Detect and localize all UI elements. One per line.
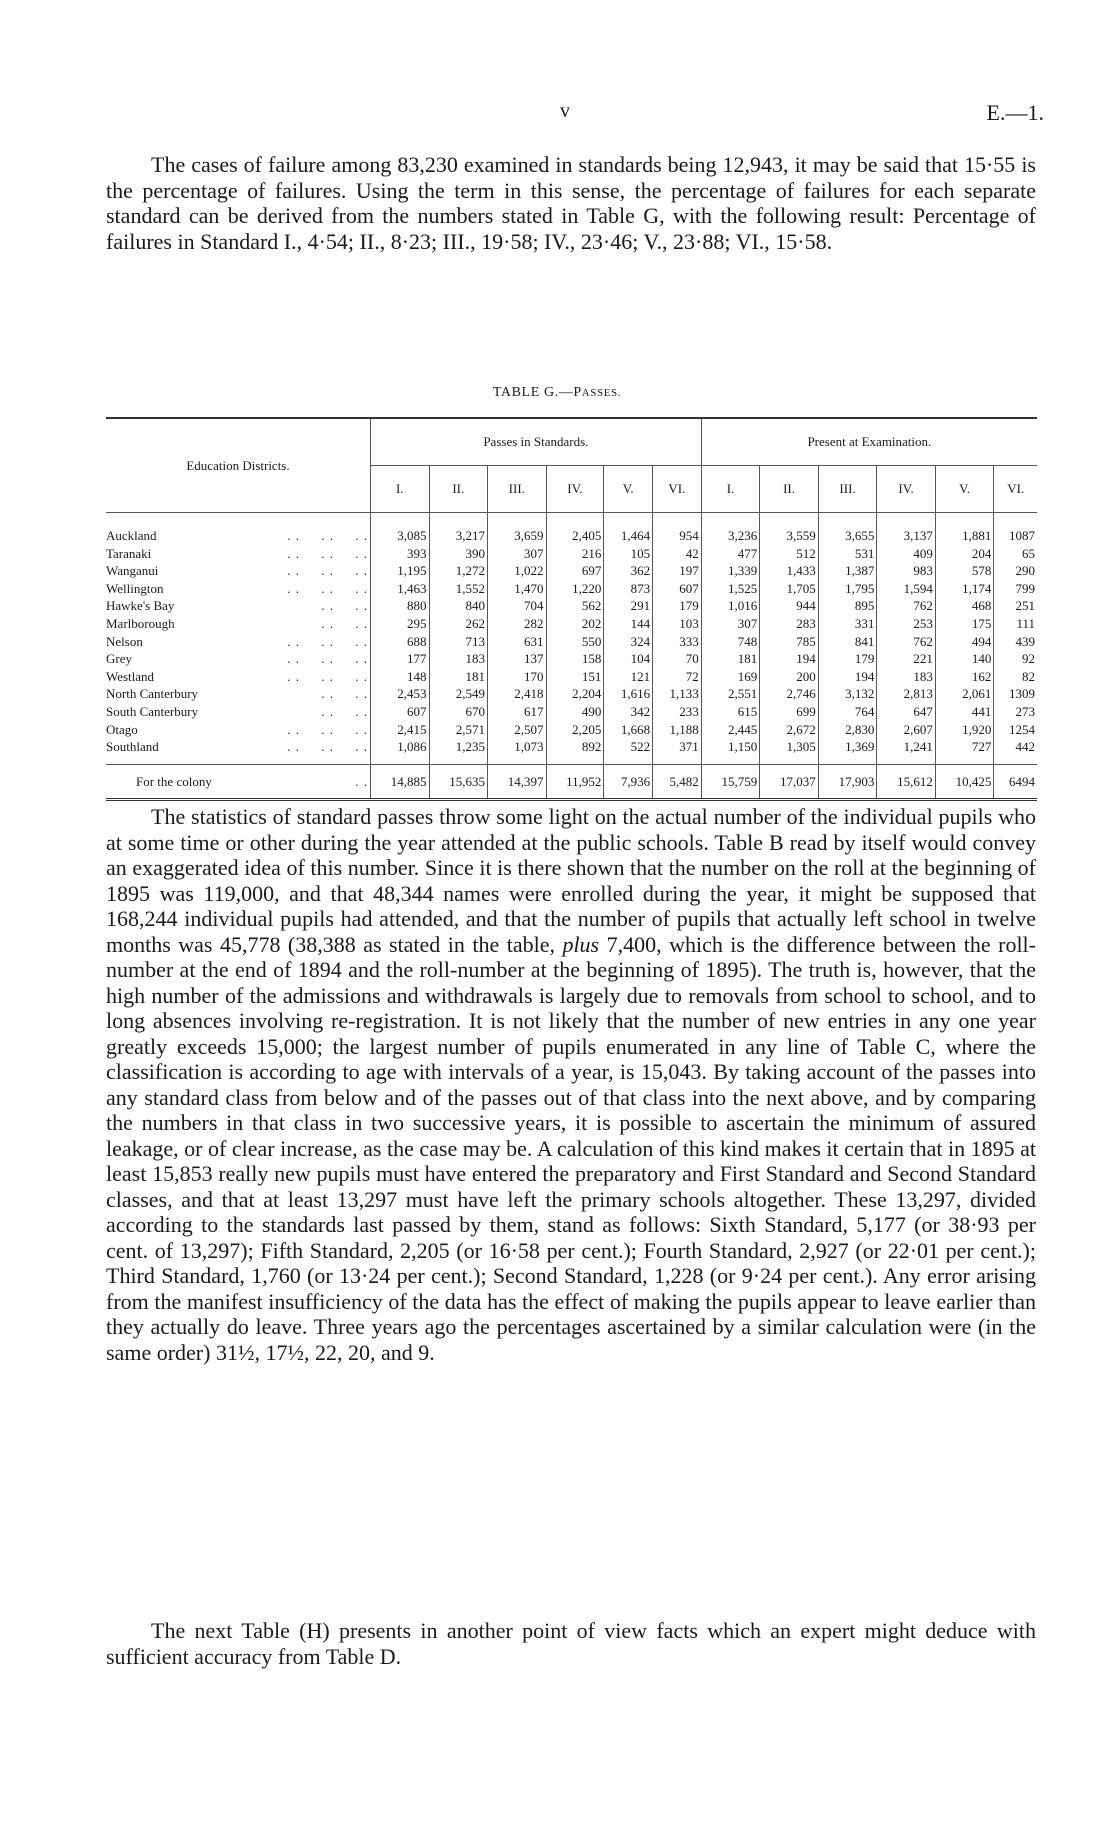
table-row	[106, 615, 1037, 633]
table-cell: 704	[488, 597, 547, 615]
paragraph-failure-percentages: The cases of failure among 83,230 examined in standards being 12,943, it may be said that 15·55 is the percentage of failures. Using the term in this sense, the percentage of failures for each separate standard can be derived from the numbers stated in Table G, with the following result: Percentage of failures in Standard I., 4·54; II., 8·23; III., 19·58; IV., 23·46; V., 23·88; VI., 15·58.	[106, 152, 1036, 254]
column-header-standard: II.	[760, 466, 819, 513]
table-cell: 82	[994, 668, 1037, 686]
table-row	[106, 738, 1037, 764]
district-name: Grey	[106, 651, 132, 667]
district-name: North Canterbury	[106, 686, 199, 702]
leader-dots: . . . . . .	[287, 545, 368, 561]
table-cell: 3,085	[371, 513, 430, 545]
table-cell: 873	[604, 580, 653, 598]
table-row	[106, 703, 1037, 721]
district-name-cell	[106, 545, 371, 563]
district-name-cell	[106, 633, 371, 651]
table-g-passes	[106, 417, 1037, 801]
total-cell: 15,635	[429, 764, 488, 800]
table-cell: 331	[818, 615, 877, 633]
paragraph-part-2: 7,400, which is the difference between the roll-number at the end of 1894 and the roll-number at the beginning of 1895). The truth is, however, that the high number of the admissions and withdrawals is largely due to removals from school to school, and to long absences involving re-registration. It is not likely that the number of new entries in any one year greatly exceeds 15,000; the largest number of pupils enumerated in any line of Table C, where the classification is according to age with intervals of a year, is 15,043. By taking account of the passes into any standard class from below and of the passes out of that class into the next above, and by comparing the numbers in that class in two successive years, it is possible to ascertain the minimum of assured leakage, or of clear increase, as the case may be. A calculation of this kind makes it certain that in 1895 at least 15,853 really new pupils must have entered the preparatory and First Standard and Second Standard classes, and that at least 13,297 must have left the primary schools altogether. These 13,297, divided according to the standards last passed by them, stand as follows: Sixth Standard, 5,177 (or 38·93 per cent. of 13,297); Fifth Standard, 2,205 (or 16·58 per cent.); Fourth Standard, 2,927 (or 22·01 per cent.); Third Standard, 1,760 (or 13·24 per cent.); Second Standard, 1,228 (or 9·24 per cent.). Any error arising from the manifest insufficiency of the data has the effect of making the pupils appear to leave earlier than they actually do leave. Three years ago the percentages ascertained by a similar calculation were (in the same order) 31½, 17½, 22, 20, and 9.	[106, 931, 1036, 1365]
table-cell: 3,655	[818, 513, 877, 545]
table-cell: 2,672	[760, 721, 819, 739]
table-cell: 179	[653, 597, 702, 615]
table-cell: 880	[371, 597, 430, 615]
table-cell: 615	[701, 703, 760, 721]
table-cell: 892	[546, 738, 604, 764]
table-cell: 291	[604, 597, 653, 615]
table-cell: 177	[371, 650, 430, 668]
table-cell: 631	[488, 633, 547, 651]
document-reference: E.—1.	[986, 100, 1044, 125]
table-row	[106, 513, 1037, 545]
table-cell: 1,920	[935, 721, 994, 739]
table-cell: 1,086	[371, 738, 430, 764]
table-cell: 2,204	[546, 685, 604, 703]
table-cell: 92	[994, 650, 1037, 668]
district-name-cell	[106, 513, 371, 545]
table-cell: 202	[546, 615, 604, 633]
table-cell: 688	[371, 633, 430, 651]
column-header-standard: V.	[935, 466, 994, 513]
column-header-districts: Education Districts.	[106, 418, 371, 513]
table-row	[106, 633, 1037, 651]
table-cell: 490	[546, 703, 604, 721]
table-cell: 170	[488, 668, 547, 686]
table-cell: 1,616	[604, 685, 653, 703]
table-cell: 104	[604, 650, 653, 668]
table-cell: 441	[935, 703, 994, 721]
table-cell: 954	[653, 513, 702, 545]
table-cell: 1,470	[488, 580, 547, 598]
table-cell: 409	[877, 545, 936, 563]
leader-dots: . . . . . .	[287, 580, 368, 596]
table-cell: 762	[877, 633, 936, 651]
table-cell: 785	[760, 633, 819, 651]
table-cell: 181	[429, 668, 488, 686]
table-cell: 1,188	[653, 721, 702, 739]
table-cell: 1,525	[701, 580, 760, 598]
table-cell: 3,236	[701, 513, 760, 545]
table-cell: 1,073	[488, 738, 547, 764]
table-cell: 550	[546, 633, 604, 651]
total-row	[106, 764, 1037, 800]
table-cell: 1,387	[818, 562, 877, 580]
table-cell: 197	[653, 562, 702, 580]
district-name: Wellington	[106, 580, 164, 596]
table-cell: 578	[935, 562, 994, 580]
column-header-standard: VI.	[653, 466, 702, 513]
table-cell: 103	[653, 615, 702, 633]
paragraph-standard-passes	[106, 804, 1036, 1365]
leader-dots: . . . . . .	[287, 651, 368, 667]
table-cell: 1,594	[877, 580, 936, 598]
table-cell: 1,305	[760, 738, 819, 764]
district-name: Taranaki	[106, 545, 152, 561]
district-name: Nelson	[106, 633, 143, 649]
table-cell: 169	[701, 668, 760, 686]
table-cell: 324	[604, 633, 653, 651]
table-cell: 2,061	[935, 685, 994, 703]
table-cell: 194	[818, 668, 877, 686]
table-cell: 1,022	[488, 562, 547, 580]
table-row	[106, 721, 1037, 739]
table-row	[106, 580, 1037, 598]
table-cell: 983	[877, 562, 936, 580]
table-cell: 840	[429, 597, 488, 615]
table-cell: 70	[653, 650, 702, 668]
district-name: Otago	[106, 721, 138, 737]
table-row	[106, 668, 1037, 686]
table-cell: 72	[653, 668, 702, 686]
table-cell: 2,415	[371, 721, 430, 739]
table-cell: 1,464	[604, 513, 653, 545]
leader-dots: . . . . . .	[287, 721, 368, 737]
table-cell: 295	[371, 615, 430, 633]
table-cell: 273	[994, 703, 1037, 721]
table-cell: 175	[935, 615, 994, 633]
table-cell: 216	[546, 545, 604, 563]
table-cell: 727	[935, 738, 994, 764]
table-cell: 1,705	[760, 580, 819, 598]
table-cell: 307	[701, 615, 760, 633]
table-cell: 748	[701, 633, 760, 651]
district-name-cell	[106, 615, 371, 633]
table-cell: 713	[429, 633, 488, 651]
table-row	[106, 597, 1037, 615]
column-header-standard: I.	[701, 466, 760, 513]
table-cell: 144	[604, 615, 653, 633]
total-cell: 6494	[994, 764, 1037, 800]
paragraph-next-table: The next Table (H) presents in another point of view facts which an expert might deduce with sufficient accuracy from Table D.	[106, 1618, 1036, 1669]
leader-dots: . . . .	[321, 615, 368, 631]
table-cell: 607	[371, 703, 430, 721]
table-cell: 371	[653, 738, 702, 764]
total-cell: 17,903	[818, 764, 877, 800]
district-name-cell	[106, 685, 371, 703]
table-cell: 221	[877, 650, 936, 668]
table-cell: 1,433	[760, 562, 819, 580]
table-cell: 1254	[994, 721, 1037, 739]
table-cell: 1309	[994, 685, 1037, 703]
table-cell: 1,881	[935, 513, 994, 545]
table-cell: 290	[994, 562, 1037, 580]
district-name-cell	[106, 597, 371, 615]
leader-dots: . . . .	[321, 686, 368, 702]
leader-dots: . . . . . .	[287, 528, 368, 543]
paragraph-italic-word: plus	[562, 931, 600, 957]
table-cell: 512	[760, 545, 819, 563]
table-cell: 3,132	[818, 685, 877, 703]
column-group-present: Present at Examination.	[701, 418, 1037, 466]
table-cell: 522	[604, 738, 653, 764]
paragraph-part-1: The statistics of standard passes throw some light on the actual number of the individual pupils who at some time or other during the year attended at the public schools. Table B read by itself would convey an exaggerated idea of this number. Since it is there shown that the number on the roll at the beginning of 1895 was 119,000, and that 48,344 names were enrolled during the year, it might be supposed that 168,244 individual pupils had attended, and that the number of pupils that actually left school in twelve months was 45,778 (38,388 as stated in the table,	[106, 804, 1036, 957]
table-cell: 162	[935, 668, 994, 686]
table-cell: 2,205	[546, 721, 604, 739]
table-cell: 194	[760, 650, 819, 668]
district-name: Hawke's Bay	[106, 598, 175, 614]
table-cell: 233	[653, 703, 702, 721]
column-header-standard: III.	[488, 466, 547, 513]
column-header-standard: VI.	[994, 466, 1037, 513]
table-cell: 697	[546, 562, 604, 580]
table-row	[106, 545, 1037, 563]
table-cell: 1,552	[429, 580, 488, 598]
table-cell: 841	[818, 633, 877, 651]
table-cell: 2,571	[429, 721, 488, 739]
table-cell: 764	[818, 703, 877, 721]
table-cell: 3,137	[877, 513, 936, 545]
district-name-cell	[106, 703, 371, 721]
table-cell: 699	[760, 703, 819, 721]
total-cell: 7,936	[604, 764, 653, 800]
table-cell: 895	[818, 597, 877, 615]
table-cell: 1,795	[818, 580, 877, 598]
total-cell: 14,885	[371, 764, 430, 800]
district-name: South Canterbury	[106, 703, 199, 719]
column-group-passes: Passes in Standards.	[371, 418, 702, 466]
table-cell: 762	[877, 597, 936, 615]
total-cell: 15,759	[701, 764, 760, 800]
leader-dots: . . . .	[321, 598, 368, 614]
district-name: Marlborough	[106, 615, 175, 631]
page-number: v	[560, 100, 570, 122]
table-cell: 179	[818, 650, 877, 668]
district-name: Auckland	[106, 528, 157, 543]
table-cell: 121	[604, 668, 653, 686]
table-cell: 2,405	[546, 513, 604, 545]
table-cell: 42	[653, 545, 702, 563]
table-cell: 1,339	[701, 562, 760, 580]
district-name-cell	[106, 738, 371, 764]
leader-dots: . . . . . .	[287, 668, 368, 684]
leader-dots: . . . .	[321, 703, 368, 719]
table-cell: 1,133	[653, 685, 702, 703]
total-cell: 10,425	[935, 764, 994, 800]
total-label: For the colony	[136, 773, 212, 789]
table-cell: 200	[760, 668, 819, 686]
table-cell: 1,272	[429, 562, 488, 580]
table-cell: 1087	[994, 513, 1037, 545]
district-name-cell	[106, 721, 371, 739]
table-cell: 1,174	[935, 580, 994, 598]
leader-dots: . . . . . .	[287, 633, 368, 649]
table-cell: 390	[429, 545, 488, 563]
table-cell: 2,551	[701, 685, 760, 703]
table-cell: 2,418	[488, 685, 547, 703]
table-cell: 262	[429, 615, 488, 633]
table-cell: 3,659	[488, 513, 547, 545]
table-cell: 2,746	[760, 685, 819, 703]
table-title-smallcaps: ASSES.	[581, 387, 622, 399]
district-name-cell	[106, 580, 371, 598]
table-cell: 283	[760, 615, 819, 633]
table-cell: 204	[935, 545, 994, 563]
table-cell: 1,016	[701, 597, 760, 615]
table-cell: 2,813	[877, 685, 936, 703]
total-cell: 5,482	[653, 764, 702, 800]
table-cell: 647	[877, 703, 936, 721]
total-cell: 15,612	[877, 764, 936, 800]
table-cell: 183	[877, 668, 936, 686]
table-cell: 1,668	[604, 721, 653, 739]
table-cell: 140	[935, 650, 994, 668]
table-cell: 362	[604, 562, 653, 580]
table-cell: 111	[994, 615, 1037, 633]
table-cell: 944	[760, 597, 819, 615]
table-cell: 158	[546, 650, 604, 668]
table-cell: 562	[546, 597, 604, 615]
district-name-cell	[106, 668, 371, 686]
district-name-cell	[106, 562, 371, 580]
district-name: Wanganui	[106, 563, 159, 579]
table-cell: 1,150	[701, 738, 760, 764]
column-header-standard: V.	[604, 466, 653, 513]
table-cell: 2,830	[818, 721, 877, 739]
table-cell: 3,217	[429, 513, 488, 545]
table-row	[106, 562, 1037, 580]
table-title-main: TABLE G.—P	[492, 385, 582, 400]
table-cell: 1,220	[546, 580, 604, 598]
table-title	[0, 385, 1114, 401]
table-cell: 670	[429, 703, 488, 721]
total-cell: 17,037	[760, 764, 819, 800]
total-cell: 11,952	[546, 764, 604, 800]
leader-dots: . . . . . .	[287, 563, 368, 579]
table-cell: 1,195	[371, 562, 430, 580]
table-cell: 183	[429, 650, 488, 668]
table-cell: 799	[994, 580, 1037, 598]
table-cell: 494	[935, 633, 994, 651]
district-name-cell	[106, 650, 371, 668]
district-name: Southland	[106, 739, 159, 755]
table-cell: 607	[653, 580, 702, 598]
table-row	[106, 650, 1037, 668]
table-cell: 1,235	[429, 738, 488, 764]
table-cell: 393	[371, 545, 430, 563]
district-name: Westland	[106, 668, 155, 684]
table-cell: 181	[701, 650, 760, 668]
table-cell: 2,453	[371, 685, 430, 703]
table-cell: 151	[546, 668, 604, 686]
table-cell: 251	[994, 597, 1037, 615]
table-cell: 2,507	[488, 721, 547, 739]
table-cell: 307	[488, 545, 547, 563]
table-cell: 1,241	[877, 738, 936, 764]
table-cell: 253	[877, 615, 936, 633]
total-cell: 14,397	[488, 764, 547, 800]
table-cell: 148	[371, 668, 430, 686]
table-cell: 617	[488, 703, 547, 721]
table-cell: 137	[488, 650, 547, 668]
column-header-standard: I.	[371, 466, 430, 513]
table-cell: 1,369	[818, 738, 877, 764]
table-cell: 2,549	[429, 685, 488, 703]
table-cell: 2,607	[877, 721, 936, 739]
table-cell: 282	[488, 615, 547, 633]
table-cell: 531	[818, 545, 877, 563]
column-header-standard: IV.	[546, 466, 604, 513]
table-row	[106, 685, 1037, 703]
table-cell: 342	[604, 703, 653, 721]
column-header-standard: IV.	[877, 466, 936, 513]
total-label-cell	[106, 764, 371, 800]
table-cell: 105	[604, 545, 653, 563]
column-header-standard: III.	[818, 466, 877, 513]
table-cell: 468	[935, 597, 994, 615]
table-cell: 333	[653, 633, 702, 651]
table-cell: 439	[994, 633, 1037, 651]
column-header-standard: II.	[429, 466, 488, 513]
table-cell: 3,559	[760, 513, 819, 545]
table-cell: 1,463	[371, 580, 430, 598]
table-cell: 65	[994, 545, 1037, 563]
leader-dots: . .	[355, 773, 368, 789]
table-cell: 2,445	[701, 721, 760, 739]
table-cell: 477	[701, 545, 760, 563]
table-cell: 442	[994, 738, 1037, 764]
leader-dots: . . . . . .	[287, 739, 368, 755]
